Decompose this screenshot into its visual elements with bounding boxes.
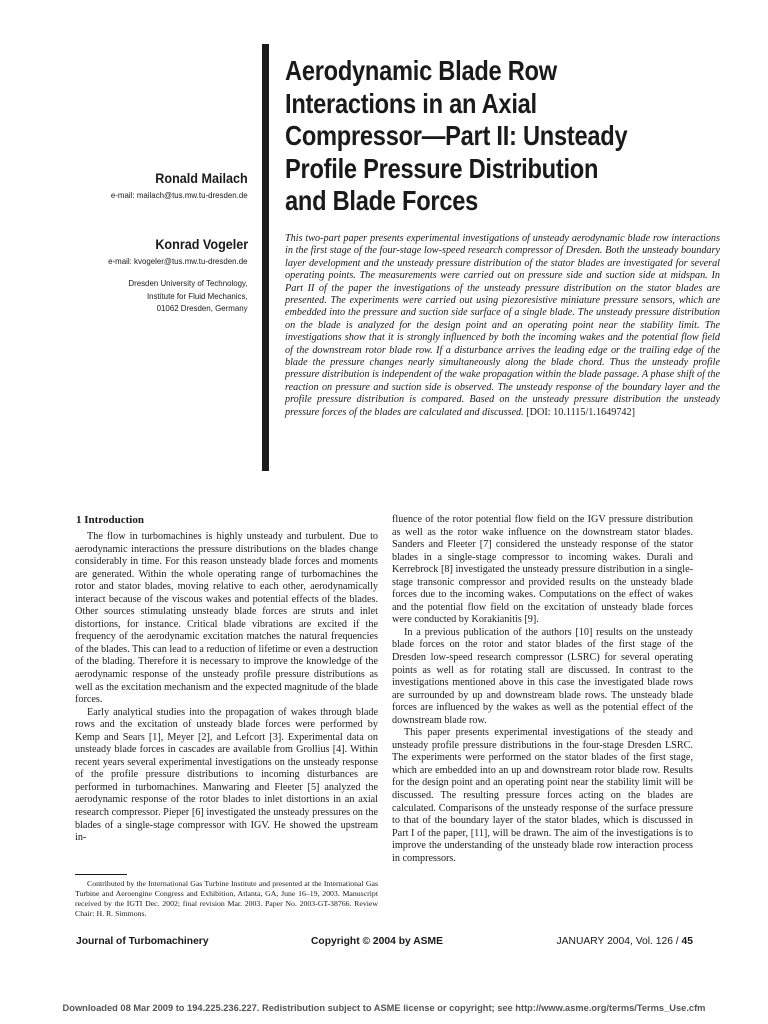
author-email: e-mail: mailach@tus.mw.tu-dresden.de [111,190,248,200]
title-vertical-rule [262,44,269,471]
issue-info [557,936,693,947]
title-line: Compressor—Part II: Unsteady [285,120,628,151]
copyright-notice: Copyright © 2004 by ASME [311,936,443,947]
footnote [75,879,378,919]
right-column [392,514,693,865]
affiliation [129,277,248,315]
footnote-text: Contributed by the International Gas Turbine Institute and presented at the International Gas Turbine and Aeroengine Congress and Exhibition, Atlanta, GA, June 16–19, 2003. Manuscript received by the IGTI Dec. 2002; final revision Mar. 2003. Paper No. 2003-GT-38766. Review Chair: H. R. Simmons. [75,879,378,919]
affiliation-line: 01062 Dresden, Germany [157,303,248,313]
author-email: e-mail: kvogeler@tus.mw.tu-dresden.de [108,256,248,266]
paper-title [285,55,629,218]
affiliation-line: Institute for Fluid Mechanics, [147,290,248,301]
body-paragraph: Early analytical studies into the propagation of wakes through blade rows and the excitation of unsteady blade forces were performed by Kemp and Sears [1], Meyer [2], and Lefcort [3]. Experimental data on unsteady blade forces in cascades are available from Grollius [4]. Within recent years several experimental investigations on the unsteady response of the profile pressure distributions to incoming disturbances are performed in turbomachines. Manwaring and Fleeter [5] analyzed the aerodynamic response of the rotor blades to inlet distortions in an axial research compressor. Pieper [6] investigated the unsteady pressures on the blades of a single-stage compressor with IGV. He showed the upstream in- [75,706,378,844]
abstract [285,233,720,419]
abstract-text: This two-part paper presents experimental investigations of unsteady aerodynamic blade row interactions in the first stage of the four-stage low-speed research compressor of Dresden. Both the unsteady boundary layer development and the unsteady pressure distribution of the stator blades are investigated for several operating points. The measurements were carried out on pressure side and suction side at midspan. In Part II of the paper the investigations of the unsteady pressure distribution on the stator blades are presented. The experiments were carried out using piezoresistive miniature pressure sensors, which are embedded into the pressure and suction side surface of a single blade. The unsteady pressure distribution on the blade is analyzed for the design point and an operating point near the stability limit. The investigations show that it is strongly influenced by both the incoming wakes and the potential flow field of the downstream rotor blade row. If a disturbance arrives the leading edge or the trailing edge of the blade the pressure changes nearly simultaneously along the blade chord. Thus the unsteady profile pressure distribution is independent of the wake propagation within the blade passage. A phase shift of the reaction on pressure and suction side is observed. The unsteady response of the boundary layer and the profile pressure distribution is compared. Based on the unsteady pressure distribution the unsteady pressure forces of the blades are calculated and discussed. [285,233,720,418]
body-paragraph: This paper presents experimental investigations of the steady and unsteady profile pressure distributions in the four-stage Dresden LSRC. The experiments were performed on the stator blades of the first stage, which are embedded into an up and downstream rotor blade row. Results for the design point and an operating point near the stability limit will be discussed. The resulting pressure forces acting on the blades are calculated. Comparisons of the unsteady response of the surface pressure to that of the boundary layer of the stator blades, which is discussed in Part I of the paper, [11], will be drawn. The aim of the investigations is to improve the understanding of the unsteady blade row interaction process in compressors. [392,727,693,864]
body-paragraph: The flow in turbomachines is highly unsteady and turbulent. Due to aerodynamic interactions the pressure distributions on the blades change considerably in time. For this reason unsteady blade forces and moments are generated. Within the whole operating range of turbomachines the rotor and stator blades, moving relative to each other, aerodynamically interact because of the viscous wakes and potential effects of the blades. Other sources stimulating unsteady blade forces are struts and inlet distortions, for instance. Critical blade vibrations are excited if the frequency of the aerodynamic excitation matches the natural frequencies of the blades. This can lead to a reduction of lifetime or even a destruction of the blading. Therefore it is necessary to improve the knowledge of the aerodynamic response of the unsteady profile pressure distributions as well as the excitation mechanism and the expected magnitude of the blade forces. [75,531,378,706]
issue-date-volume: JANUARY 2004, Vol. 126 / [556,936,679,947]
section-heading: 1 Introduction [76,514,144,526]
author-name: Konrad Vogeler [155,236,248,252]
page-number: 45 [681,936,693,947]
footnote-rule [75,874,127,875]
title-line: and Blade Forces [285,185,479,216]
title-line: Profile Pressure Distribution [285,152,599,184]
download-notice: Downloaded 08 Mar 2009 to 194.225.236.227. Redistribution subject to ASME license or copyright; see http://www.asme.org/terms/Terms_Use.cfm [62,1003,706,1013]
body-paragraph: fluence of the rotor potential flow field on the IGV pressure distribution as well as the rotor wake influence on the downstream stator blades. Sanders and Fleeter [7] considered the unsteady response of the stator blades in a single-stage compressor to incoming wakes. Durali and Kerrebrock [8] investigated the unsteady pressure distribution in a single-stage transonic compressor and provided results on the unsteady blade forces due to the incoming wakes. Computations on the effect of wakes and the potential flow field on the excitation of unsteady blade forces were conducted by Korakianitis [9]. [392,514,693,626]
affiliation-line: Dresden University of Technology, [128,278,248,288]
title-line: Aerodynamic Blade Row [285,55,557,86]
title-line: Interactions in an Axial [285,87,537,119]
body-paragraph: In a previous publication of the authors [10] results on the unsteady blade forces on the rotor and stator blades of the first stage of the Dresden low-speed research compressor (LSRC) for several operating points as well as for rotating stall are discussed. In contrast to the investigations mentioned above in this case the investigated blade rows are surrounded by up and downstream blade rows. The unsteady blade forces are influenced by the wakes as well as the potential effect of the downstream blade row. [392,626,693,726]
left-column [75,531,378,845]
doi-link[interactable]: [DOI: 10.1115/1.1649742] [526,406,635,418]
author-name: Ronald Mailach [155,170,248,186]
journal-name: Journal of Turbomachinery [76,936,209,947]
